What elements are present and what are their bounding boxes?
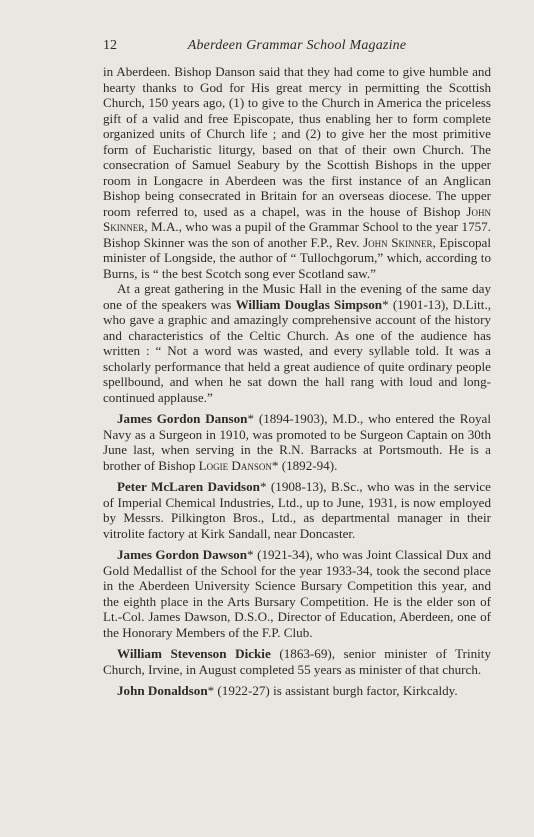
person-name: John Donaldson	[117, 683, 208, 698]
text-run: , M.A., who was a pupil of the Grammar School to the year 1757. Bishop Skinner was the son of another F.P., Rev.	[103, 219, 491, 250]
person-name: William Douglas Simpson	[235, 296, 383, 312]
running-title: Aberdeen Grammar School Magazine	[187, 38, 407, 53]
text-run: * (1901-13), D.Litt., who gave a graphic and amazingly comprehensive account of the history and characteristics of the Celtic Church. As one of the audience has written : “ Not a word was wasted, and every syllable told. It was a scholarly performance that held a great audience of quite ordinary people spellbound, and when he sat down the hall rang with loud and long-continued applause.”	[103, 296, 491, 405]
paragraph-consecration	[103, 64, 491, 281]
person-name: Peter McLaren Davidson	[117, 479, 260, 494]
entry-john-donaldson	[103, 683, 491, 699]
page-number: 12	[103, 38, 117, 53]
text-run: in Aberdeen. Bishop Danson said that they had come to give humble and hearty thanks to God for His great mercy in permitting the Scottish Church, 150 years ago, (1) to give to the Church in America the priceless gift of a valid and free Episcopate, thus enabling her to form complete organized units of Church life ; and (2) to give her the most primitive form of Eucharistic liturgy, based on that of their own Church. The consecration of Samuel Seabury by the Scottish Bishops in the upper room in Longacre in Aberdeen was the first instance of an Anglican Bishop being consecrated in Britain for an overseas diocese. The upper room referred to, used as a chapel, was in the house of Bishop	[103, 64, 491, 219]
entry-james-gordon-dawson	[103, 547, 491, 640]
article-body	[103, 64, 491, 699]
paragraph-music-hall	[103, 281, 491, 405]
text-run: * (1894-1903), M.D., who entered the Royal Navy as a Surgeon in 1910, was promoted to be Surgeon Captain on 30th June last, when serving in the R.N. Barracks at Portsmouth. He is a brother of Bishop	[103, 411, 492, 473]
person-name-smallcaps: John Skinner	[103, 203, 491, 234]
text-run: * (1908-13), B.Sc., who was in the service of Imperial Chemical Industries, Ltd., up to June, 1931, is now employed by Messrs. Pilkington Bros., Ltd., as departmental manager in their vitrolite factory at Kirk Sandall, near Doncaster.	[103, 479, 491, 541]
text-run: * (1892-94).	[271, 457, 338, 473]
person-name-smallcaps: John Skinner	[363, 234, 433, 250]
text-run: At a great gathering in the Music Hall in the evening of the same day one of the speakers was	[103, 281, 491, 312]
person-name: James Gordon Dawson	[117, 547, 248, 562]
text-run: * (1922-27) is assistant burgh factor, Kirkcaldy.	[207, 683, 458, 698]
text-run: (1863-69), senior minister of Trinity Church, Irvine, in August completed 55 years as minister of that church.	[103, 646, 491, 677]
text-run: , Episcopal minister of Longside, the author of “ Tullochgorum,” which, according to Burns, is “ the best Scotch song ever Scotland saw.”	[103, 234, 492, 281]
text-run: * (1921-34), who was Joint Classical Dux and Gold Medallist of the School for the year 1933-34, took the second place in the Aberdeen University Science Bursary Competition this year, and the eighth place in the Arts Bursary Competition. He is the elder son of Lt.-Col. James Dawson, D.S.O., Director of Education, Aberdeen, one of the Honorary Members of the F.P. Club.	[103, 547, 492, 640]
person-name: James Gordon Danson	[117, 411, 248, 426]
page-header	[103, 38, 491, 58]
person-name-smallcaps: Logie Danson	[198, 457, 272, 473]
entry-william-stevenson-dickie	[103, 646, 491, 677]
entry-peter-mclaren-davidson	[103, 479, 491, 541]
person-name: William Stevenson Dickie	[117, 646, 271, 661]
entry-james-gordon-danson	[103, 411, 491, 473]
